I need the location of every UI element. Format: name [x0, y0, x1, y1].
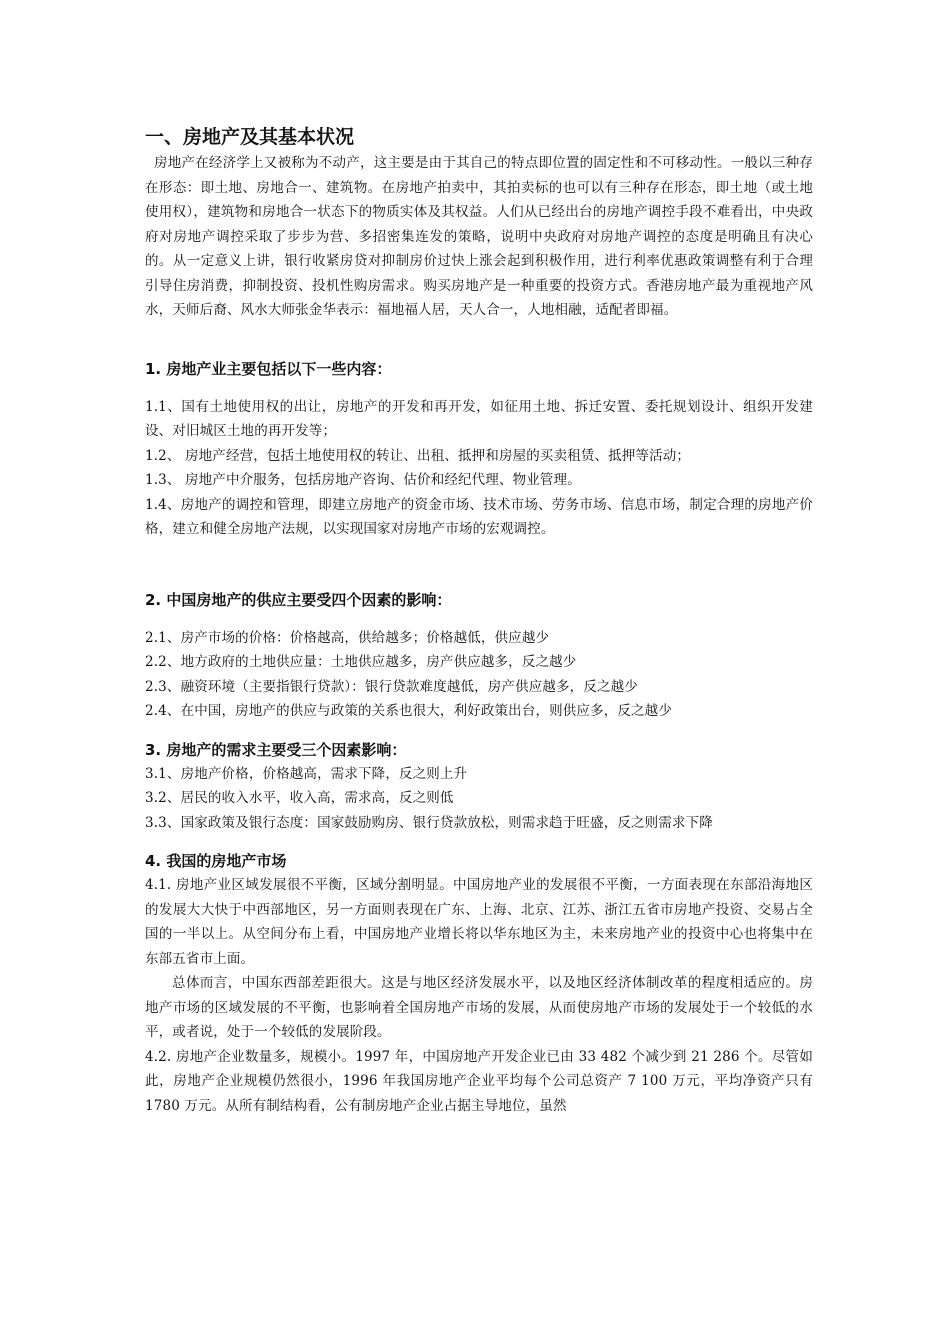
main-heading: 一、房地产及其基本状况 — [145, 126, 355, 148]
spacer — [145, 724, 813, 738]
section1-item: 1.4、房地产的调控和管理，即建立房地产的资金市场、技术市场、劳务市场、信息市场，制定合理的房地产价格，建立和健全房地产法规，以实现国家对房地产市场的宏观调控。 — [145, 496, 813, 537]
section1-item: 1.2、 房地产经营，包括土地使用权的转让、出租、抵押和房屋的买卖租赁、抵押等活动； — [145, 447, 691, 464]
section2-item: 2.3、融资环境（主要指银行贷款）：银行贷款难度越低，房产供应越多，反之越少 — [145, 678, 638, 695]
section3-item: 3.1、房地产价格，价格越高，需求下降，反之则上升 — [145, 765, 468, 782]
section4-paragraph-3: 4.2. 房地产企业数量多，规模小。1997 年，中国房地产开发企业已由 33 482 个减少到 21 286 个。尽管如此，房地产企业规模仍然很小，1996 年我国房地产企业平均每个公司总资产 7 100 万元，平均净资产只有 1780 万元。从所有制结构看，公有制房地产企业占据主导地位，虽然 — [145, 1048, 813, 1114]
section2-item: 2.2、地方政府的土地供应量：土地供应越多，房产供应越多，反之越少 — [145, 654, 577, 670]
section1-heading: 1. 房地产业主要包括以下一些内容： — [145, 359, 392, 378]
section4-paragraph-2: 总体而言，中国东西部差距很大。这是与地区经济发展水平，以及地区经济体制改革的程度相适应的。房地产市场的区域发展的不平衡，也影响着全国房地产市场的发展，从而使房地产市场的发展处于一个较低的水平，或者说，处于一个较低的发展阶段。 — [145, 975, 813, 1040]
spacer — [145, 381, 813, 395]
spacer — [145, 542, 813, 588]
section3-item: 3.2、居民的收入水平，收入高，需求高，反之则低 — [145, 790, 454, 806]
spacer — [145, 835, 813, 849]
section3-heading: 3. 房地产的需求主要受三个因素影响： — [145, 740, 407, 759]
section2-item: 2.1、房产市场的价格：价格越高，供给越多；价格越低，供应越少 — [145, 629, 550, 646]
section1-item: 1.1、国有土地使用权的出让，房地产的开发和再开发，如征用土地、拆迁安置、委托规划设计、组织开发建设、对旧城区土地的再开发等； — [145, 398, 813, 439]
section4-heading: 4. 我国的房地产市场 — [145, 852, 287, 870]
section3-item: 3.3、国家政策及银行态度：国家鼓励购房、银行贷款放松，则需求趋于旺盛，反之则需求下降 — [145, 814, 713, 831]
section2-item: 2.4、在中国，房地产的供应与政策的关系也很大，利好政策出台，则供应多，反之越少 — [145, 703, 672, 719]
section4-paragraph-1: 4.1. 房地产业区域发展很不平衡，区域分割明显。中国房地产业的发展很不平衡，一方面表现在东部沿海地区的发展大大快于中西部地区，另一方面则表现在广东、上海、北京、江苏、浙江五省市房地产投资、交易占全国的一半以上。从空间分布上看，中国房地产业增长将以华东地区为主，未来房地产业的投资中心也将集中在东部五省市上面。 — [145, 877, 813, 967]
section1-item: 1.3、 房地产中介服务，包括房地产咨询、估价和经纪代理、物业管理。 — [145, 472, 581, 488]
spacer — [145, 612, 813, 626]
intro-paragraph: 房地产在经济学上又被称为不动产，这主要是由于其自己的特点即位置的固定性和不可移动性。一般以三种存在形态：即土地、房地合一、建筑物。在房地产拍卖中，其拍卖标的也可以有三种存在形态，即土地（或土地使用权），建筑物和房地合一状态下的物质实体及其权益。人们从已经出台的房地产调控手段不难看出，中央政府对房地产调控采取了步步为营、多招密集连发的策略，说明中央政府对房地产调控的态度是明确且有决心的。从一定意义上讲，银行收紧房贷对抑制房价过快上涨会起到积极作用，进行利率优惠政策调整有利于合理引导住房消费，抑制投资、投机性购房需求。购买房地产是一种重要的投资方式。香港房地产最为重视地产风水，天师后裔、风水大师张金华表示：福地福人居，天人合一，人地相融，适配者即福。 — [145, 155, 813, 318]
spacer — [145, 323, 813, 357]
document-body — [145, 123, 813, 1118]
section2-heading: 2. 中国房地产的供应主要受四个因素的影响： — [145, 590, 452, 609]
